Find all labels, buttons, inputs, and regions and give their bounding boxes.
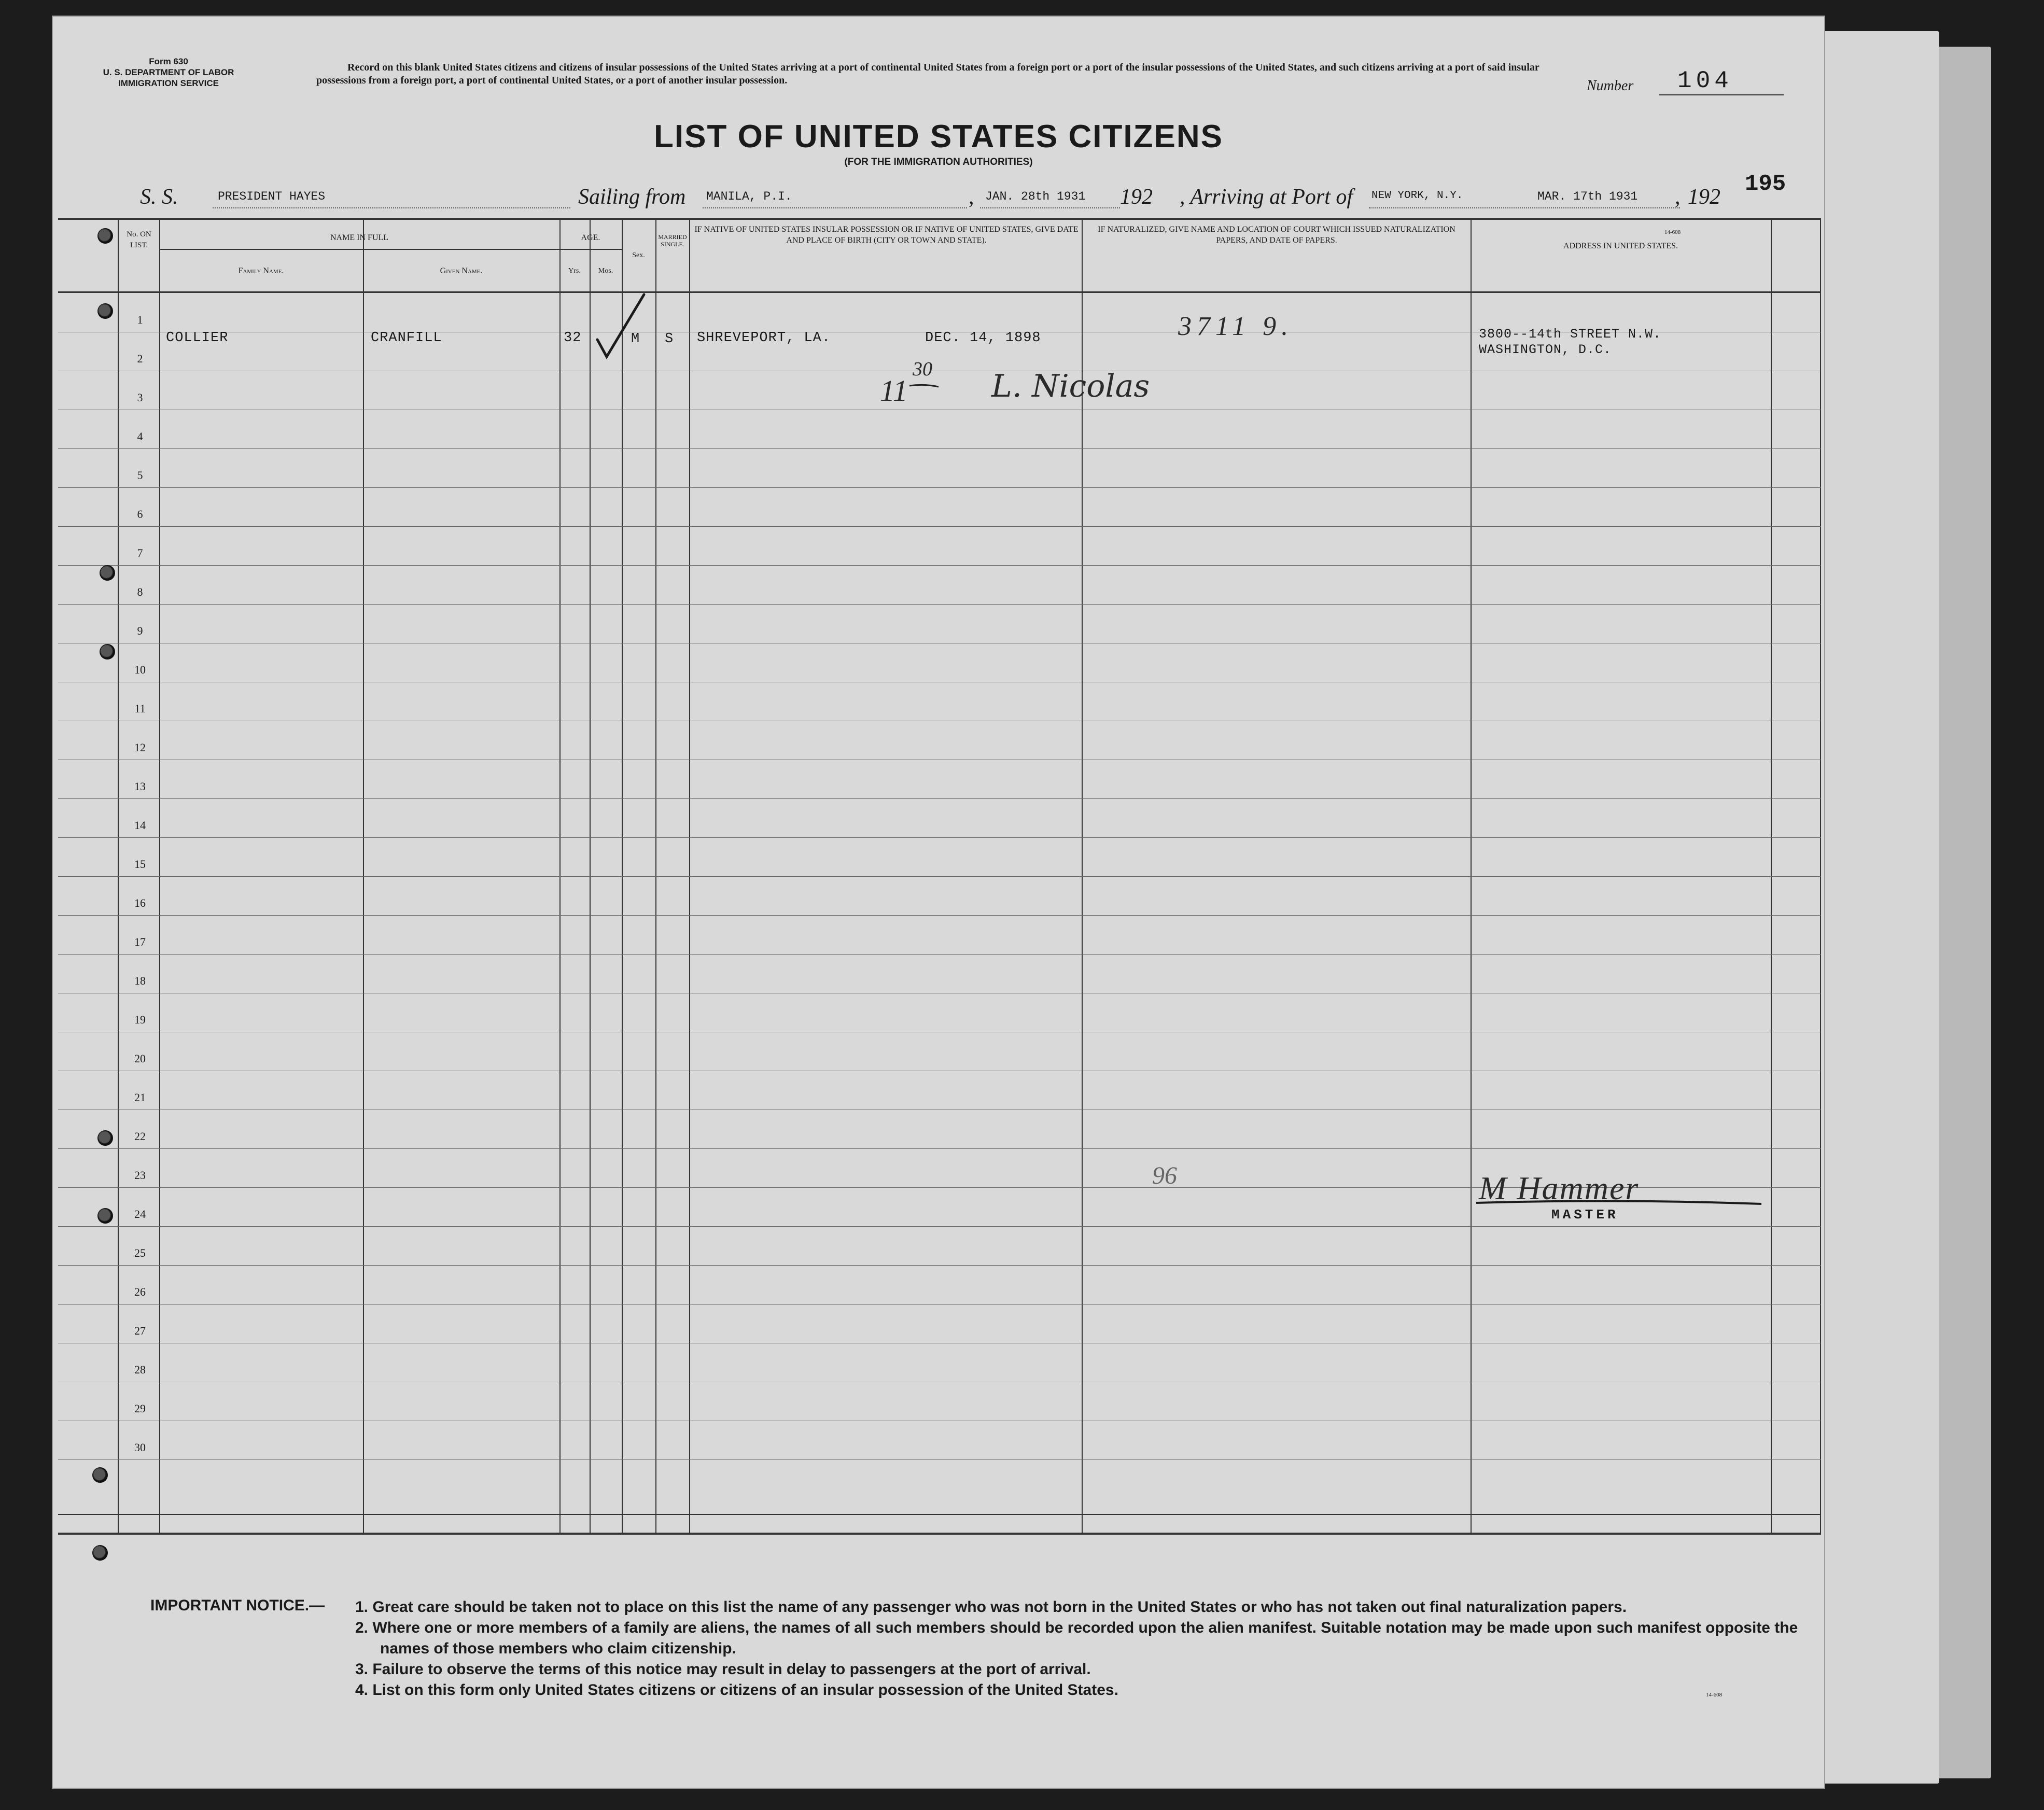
punch-hole <box>97 1130 113 1146</box>
row-number: 2 <box>137 352 143 365</box>
department-name: U. S. DEPARTMENT OF LABOR <box>103 67 234 77</box>
punch-hole <box>92 1467 108 1483</box>
header-bottom-border <box>58 291 1821 293</box>
arrival-port: NEW YORK, N.Y. <box>1371 190 1463 202</box>
row-rule <box>58 798 1821 799</box>
ship-name: PRESIDENT HAYES <box>218 190 326 203</box>
row-number: 21 <box>134 1091 146 1104</box>
col-sex: Sex. <box>632 251 645 259</box>
passenger-table <box>58 218 1821 1535</box>
row-number: 26 <box>134 1285 146 1298</box>
birth-date-cell: DEC. 14, 1898 <box>925 330 1041 346</box>
row-number: 22 <box>134 1130 146 1143</box>
comma: , <box>969 185 974 209</box>
col-name-in-full: NAME IN FULL <box>330 233 388 242</box>
service-name: IMMIGRATION SERVICE <box>118 78 219 88</box>
row-rule <box>58 526 1821 527</box>
punch-hole <box>97 303 113 319</box>
punch-hole <box>97 1208 113 1224</box>
address-line-1: 3800--14th STREET N.W. <box>1479 327 1662 342</box>
family-name-cell: COLLIER <box>166 330 229 346</box>
page-title: LIST OF UNITED STATES CITIZENS <box>654 119 1223 155</box>
comma: , <box>1675 185 1681 209</box>
punch-hole <box>100 644 115 660</box>
row-number: 15 <box>134 858 146 871</box>
age-subheader-line <box>559 249 622 250</box>
row-number: 4 <box>137 430 143 443</box>
notice-item: 3. Failure to observe the terms of this notice may result in delay to passengers at the port of arrival. <box>355 1661 1091 1678</box>
annotation-96: 96 <box>1152 1162 1177 1189</box>
manifest-sheet <box>52 16 1825 1789</box>
number-label: Number <box>1587 78 1634 94</box>
row-number: 17 <box>134 935 146 948</box>
notice-item: 1. Great care should be taken not to place on this list the name of any passenger who was not born in the United States or who has not taken out final naturalization papers. <box>355 1598 1627 1616</box>
birthplace-cell: SHREVEPORT, LA. <box>697 330 831 346</box>
given-name-cell: CRANFILL <box>371 330 442 346</box>
check-mark-icon <box>592 290 649 363</box>
form-instructions: Record on this blank United States citizens and citizens of insular possessions of the United States arriving at a port of continental United States from a foreign port or a port of the insular possessions of the United States, and such citizens arriving at a port of said insular possessions from a foreign port, a port of continental United States, or a port of another insular possession. <box>316 62 1539 86</box>
master-signature: M Hammer <box>1479 1170 1640 1206</box>
row-number: 27 <box>134 1324 146 1337</box>
form-identifier <box>99 56 239 89</box>
row-number: 30 <box>134 1441 146 1454</box>
col-no-on-list: No. ON LIST. <box>127 230 151 249</box>
address-line-2: WASHINGTON, D.C. <box>1479 342 1612 357</box>
row-rule <box>58 565 1821 566</box>
col-married-single: MARRIED SINGLE. <box>658 233 687 248</box>
row-rule <box>58 837 1821 838</box>
table-bottom-border <box>58 1533 1821 1535</box>
signature-underline <box>1474 1198 1764 1208</box>
row-number: 16 <box>134 896 146 909</box>
row-number: 18 <box>134 974 146 987</box>
table-top-border <box>58 218 1821 220</box>
notice-heading: IMPORTANT NOTICE.— <box>150 1597 325 1614</box>
annotation-11: 11 <box>880 374 908 408</box>
fraction-bar <box>908 383 940 389</box>
row-number: 1 <box>137 313 143 326</box>
notice-item: 2. Where one or more members of a family are aliens, the names of all such members should be recorded upon the alien manifest. Suitable notation may be made upon such manifest opposite the names of those members who claim citizenship. <box>355 1619 1798 1657</box>
col-family-name: Family Name. <box>238 266 284 275</box>
sailing-label: Sailing from <box>578 185 686 209</box>
row-rule <box>58 1226 1821 1227</box>
departure-date: JAN. 28th 1931 <box>985 190 1086 203</box>
name-subheader-line <box>159 249 559 250</box>
row-number: 12 <box>134 741 146 754</box>
row-number: 28 <box>134 1363 146 1376</box>
row-rule <box>58 1265 1821 1266</box>
punch-hole <box>92 1545 108 1561</box>
naturalization-note: 3711 9. <box>1178 312 1294 341</box>
row-number: 3 <box>137 391 143 404</box>
annotation-30: 30 <box>913 358 932 380</box>
row-number: 25 <box>134 1246 146 1259</box>
row-number: 7 <box>137 546 143 559</box>
arriving-label: , Arriving at Port of <box>1180 185 1353 209</box>
col-age: AGE. <box>581 233 600 242</box>
page-subtitle: (FOR THE IMMIGRATION AUTHORITIES) <box>844 157 1033 167</box>
from-port: MANILA, P.I. <box>706 190 792 203</box>
ss-label: S. S. <box>140 185 178 209</box>
col-birthplace: IF NATIVE OF UNITED STATES INSULAR POSSESSION OR IF NATIVE OF UNITED STATES, GIVE DATE AND PLACE OF BIRTH (CITY OR TOWN AND STATE). <box>694 225 1079 245</box>
row-number: 24 <box>134 1208 146 1220</box>
row-rule <box>58 487 1821 488</box>
punch-hole <box>100 565 115 581</box>
row-rule <box>58 1148 1821 1149</box>
row-number: 19 <box>134 1013 146 1026</box>
page-number: 195 <box>1745 171 1786 197</box>
form-code-footer: 14-608 <box>1706 1692 1723 1698</box>
form-number: Form 630 <box>149 57 188 66</box>
number-underline <box>1659 94 1784 95</box>
master-label: MASTER <box>1551 1207 1619 1223</box>
annotation-signature: L. Nicolas <box>991 368 1150 404</box>
row-rule <box>58 448 1821 449</box>
notice-list <box>355 1597 1807 1701</box>
row-number: 23 <box>134 1169 146 1182</box>
row-number: 10 <box>134 663 146 676</box>
col-address: ADDRESS IN UNITED STATES. <box>1563 242 1678 250</box>
row-rule <box>58 954 1821 955</box>
marital-cell: S <box>665 331 674 347</box>
row-number: 11 <box>134 702 146 715</box>
row-rule <box>58 604 1821 605</box>
footer-rule <box>58 1514 1821 1515</box>
row-number: 5 <box>137 469 143 482</box>
col-age-yrs: Yrs. <box>568 267 581 275</box>
row-number: 14 <box>134 819 146 832</box>
sex-cell: M <box>631 331 640 347</box>
col-given-name: Given Name. <box>440 266 483 275</box>
row-number: 9 <box>137 624 143 637</box>
row-number: 13 <box>134 780 146 793</box>
row-number: 6 <box>137 508 143 521</box>
row-number: 29 <box>134 1402 146 1415</box>
notice-item: 4. List on this form only United States citizens or citizens of an insular possession of the United States. <box>355 1681 1118 1699</box>
manifest-number: 104 <box>1677 67 1733 94</box>
year-prefix: 192 <box>1688 185 1720 209</box>
punch-hole <box>97 228 113 244</box>
row-rule <box>58 915 1821 916</box>
row-number: 20 <box>134 1052 146 1065</box>
row-number: 8 <box>137 585 143 598</box>
row-rule <box>58 876 1821 877</box>
arrival-date: MAR. 17th 1931 <box>1537 190 1638 203</box>
col-naturalization: IF NATURALIZED, GIVE NAME AND LOCATION OF COURT WHICH ISSUED NATURALIZATION PAPERS, AND DATE OF PAPERS. <box>1098 225 1455 245</box>
age-yrs-cell: 32 <box>564 330 582 346</box>
col-age-mos: Mos. <box>598 267 613 275</box>
form-code: 14-608 <box>1664 229 1681 235</box>
year-prefix: 192 <box>1120 185 1153 209</box>
